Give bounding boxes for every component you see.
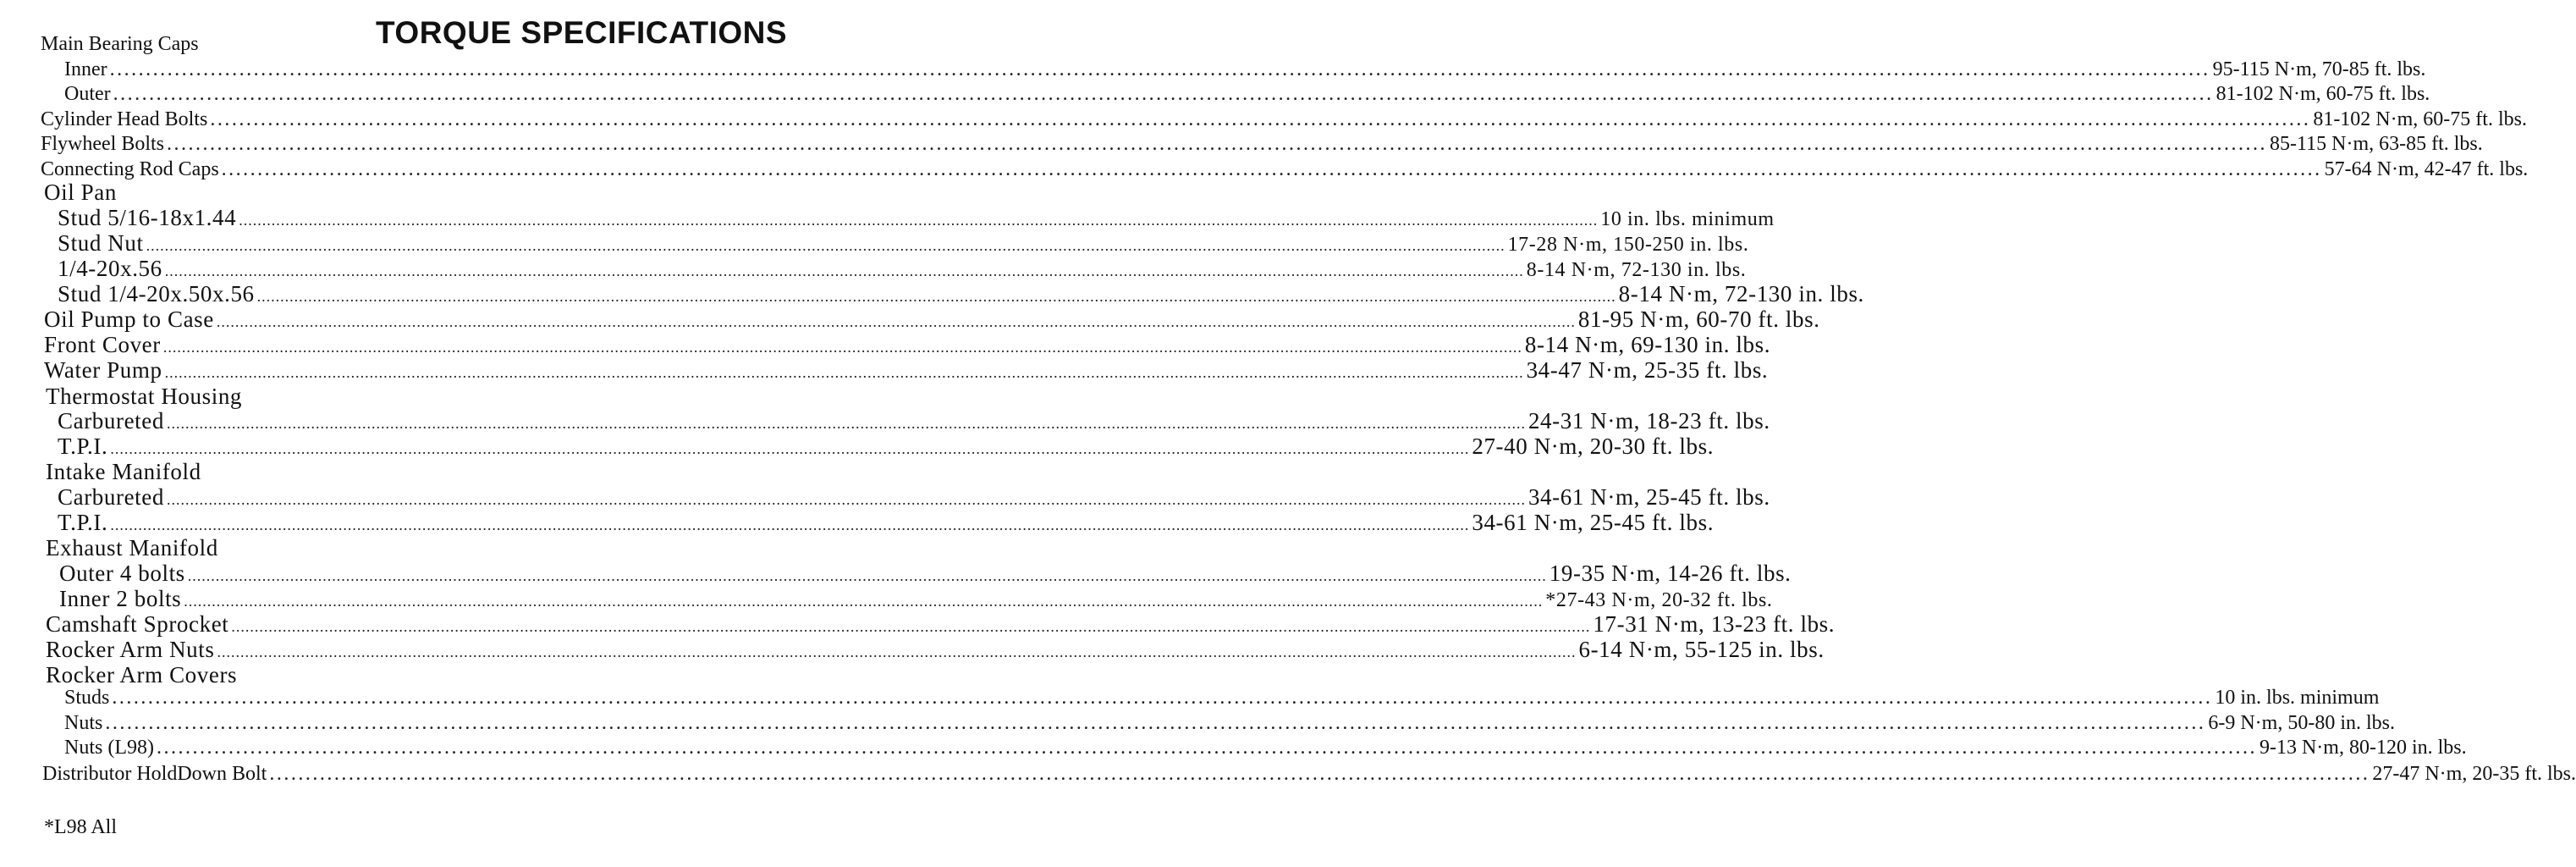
spec-value: 81-102 N·m, 60-75 ft. lbs. [2313,108,2527,130]
dot-leader: .................................................................................................................................................................................................................................................................................................... [110,440,1470,457]
spec-row-camshaft-sprocket [46,611,1836,637]
dot-leader: .................................................................................................................................................................................................................................................................................................... [156,737,2257,759]
dot-leader: .................................................................................................................................................................................................................................................................................................... [269,763,2370,785]
spec-value: 17-28 N·m, 150-250 in. lbs. [1507,234,1749,256]
dot-leader: .................................................................................................................................................................................................................................................................................................... [146,237,1505,254]
spec-value: 85-115 N·m, 63-85 ft. lbs. [2270,133,2483,155]
spec-value: *27-43 N·m, 20-32 ft. lbs. [1545,589,1773,611]
spec-value: 81-95 N·m, 60-70 ft. lbs. [1577,306,1820,332]
dot-leader: .................................................................................................................................................................................................................................................................................................... [167,133,2268,155]
spec-row-intake-carbureted [58,484,1770,510]
spec-row-oil-pan-stud [58,205,1775,230]
spec-value: 34-61 N·m, 25-45 ft. lbs. [1472,510,1715,535]
page-title: TORQUE SPECIFICATIONS [376,15,788,50]
spec-label: Stud 1/4-20x.50x.56 [58,281,255,306]
spec-value: 8-14 N·m, 72-130 in. lbs. [1526,259,1747,281]
spec-label: Connecting Rod Caps [41,158,219,180]
dot-leader: .................................................................................................................................................................................................................................................................................................... [164,262,1524,279]
spec-row-water-pump [44,357,1769,383]
spec-label: T.P.I. [58,434,108,459]
spec-row-thermostat-carbureted [58,408,1770,434]
spec-value: 6-9 N·m, 50-80 in. lbs. [2208,712,2395,734]
dot-leader: .................................................................................................................................................................................................................................................................................................... [166,415,1526,432]
spec-label: Camshaft Sprocket [46,611,229,637]
spec-row-main-bearing-outer [64,83,2430,105]
spec-label: Cylinder Head Bolts [41,108,208,130]
spec-label: Outer 4 bolts [59,561,185,586]
spec-value: 27-40 N·m, 20-30 ft. lbs. [1472,434,1715,459]
spec-value: 19-35 N·m, 14-26 ft. lbs. [1549,561,1792,586]
dot-leader: .................................................................................................................................................................................................................................................................................................... [210,108,2311,130]
spec-label: Flywheel Bolts [41,133,165,155]
spec-label: Carbureted [58,408,164,434]
spec-row-oil-pan-bolt [58,256,1747,281]
spec-row-distributor-holddown-bolt [42,763,2576,785]
dot-leader: .................................................................................................................................................................................................................................................................................................... [113,83,2214,105]
dot-leader: .................................................................................................................................................................................................................................................................................................... [239,212,1599,229]
spec-value: 10 in. lbs. minimum [2215,687,2380,709]
dot-leader: .................................................................................................................................................................................................................................................................................................... [162,339,1522,356]
thermostat-housing-heading: Thermostat Housing [46,384,243,409]
spec-value: 95-115 N·m, 70-85 ft. lbs. [2212,58,2426,80]
spec-label: Nuts (L98) [64,737,154,759]
intake-manifold-heading: Intake Manifold [46,459,201,484]
spec-value: 9-13 N·m, 80-120 in. lbs. [2259,737,2467,759]
spec-value: 34-61 N·m, 25-45 ft. lbs. [1527,484,1770,510]
dot-leader: .................................................................................................................................................................................................................................................................................................... [231,618,1591,635]
spec-value: 17-31 N·m, 13-23 ft. lbs. [1593,611,1836,637]
spec-row-front-cover [44,332,1771,357]
spec-row-rocker-covers-nuts [64,712,2395,734]
dot-leader: .................................................................................................................................................................................................................................................................................................... [105,712,2206,734]
spec-label: Front Cover [44,332,161,357]
spec-row-exhaust-inner [59,586,1773,611]
dot-leader: .................................................................................................................................................................................................................................................................................................... [109,58,2210,80]
spec-row-exhaust-outer [59,561,1792,586]
spec-row-oil-pan-stud-nut [58,230,1749,256]
spec-label: Stud 5/16-18x1.44 [58,205,237,230]
spec-value: 24-31 N·m, 18-23 ft. lbs. [1527,408,1770,434]
spec-row-oil-pan-stud2 [58,281,1864,306]
spec-label: Rocker Arm Nuts [46,637,215,662]
spec-label: Water Pump [44,357,162,383]
dot-leader: .................................................................................................................................................................................................................................................................................................... [217,643,1577,660]
spec-value: 8-14 N·m, 72-130 in. lbs. [1618,281,1864,306]
dot-leader: .................................................................................................................................................................................................................................................................................................... [221,158,2322,180]
spec-row-oil-pump-to-case [44,306,1820,332]
spec-row-thermostat-tpi [58,434,1715,459]
spec-value: 8-14 N·m, 69-130 in. lbs. [1524,332,1771,357]
spec-label: 1/4-20x.56 [58,256,162,281]
spec-row-flywheel-bolts [41,133,2483,155]
spec-row-rocker-covers-nuts-l98 [64,737,2467,759]
rocker-arm-covers-heading: Rocker Arm Covers [46,662,238,688]
spec-label: Studs [64,687,110,709]
spec-row-rocker-covers-studs [64,687,2380,709]
spec-value: 81-102 N·m, 60-75 ft. lbs. [2215,83,2430,105]
dot-leader: .................................................................................................................................................................................................................................................................................................... [256,288,1616,305]
spec-label: Oil Pump to Case [44,306,214,332]
spec-label: Carbureted [58,484,164,510]
dot-leader: .................................................................................................................................................................................................................................................................................................... [112,687,2213,709]
dot-leader: .................................................................................................................................................................................................................................................................................................... [166,491,1526,508]
spec-value: 34-47 N·m, 25-35 ft. lbs. [1526,357,1769,383]
spec-label: T.P.I. [58,510,108,535]
spec-value: 10 in. lbs. minimum [1600,208,1775,230]
spec-label: Inner [64,58,107,80]
spec-value: 57-64 N·m, 42-47 ft. lbs. [2324,158,2529,180]
spec-row-rocker-arm-nuts [46,637,1825,662]
dot-leader: .................................................................................................................................................................................................................................................................................................... [216,313,1576,330]
footnote: *L98 All [44,816,118,838]
spec-value: 6-14 N·m, 55-125 in. lbs. [1578,637,1825,662]
main-bearing-caps-heading: Main Bearing Caps [41,33,199,55]
dot-leader: .................................................................................................................................................................................................................................................................................................... [184,593,1544,610]
oil-pan-heading: Oil Pan [44,179,117,205]
spec-value: 27-47 N·m, 20-35 ft. lbs. [2372,763,2576,785]
exhaust-manifold-heading: Exhaust Manifold [46,535,218,561]
spec-label: Outer [64,83,111,105]
spec-label: Stud Nut [58,230,144,256]
spec-row-intake-tpi [58,510,1715,535]
spec-label: Distributor HoldDown Bolt [42,763,267,785]
spec-label: Nuts [64,712,103,734]
spec-row-cylinder-head-bolts [41,108,2527,130]
spec-row-connecting-rod-caps [41,158,2529,180]
dot-leader: .................................................................................................................................................................................................................................................................................................... [164,364,1524,381]
spec-row-main-bearing-inner [64,58,2426,80]
dot-leader: .................................................................................................................................................................................................................................................................................................... [110,516,1470,533]
spec-label: Inner 2 bolts [59,586,182,611]
dot-leader: .................................................................................................................................................................................................................................................................................................... [187,567,1547,584]
